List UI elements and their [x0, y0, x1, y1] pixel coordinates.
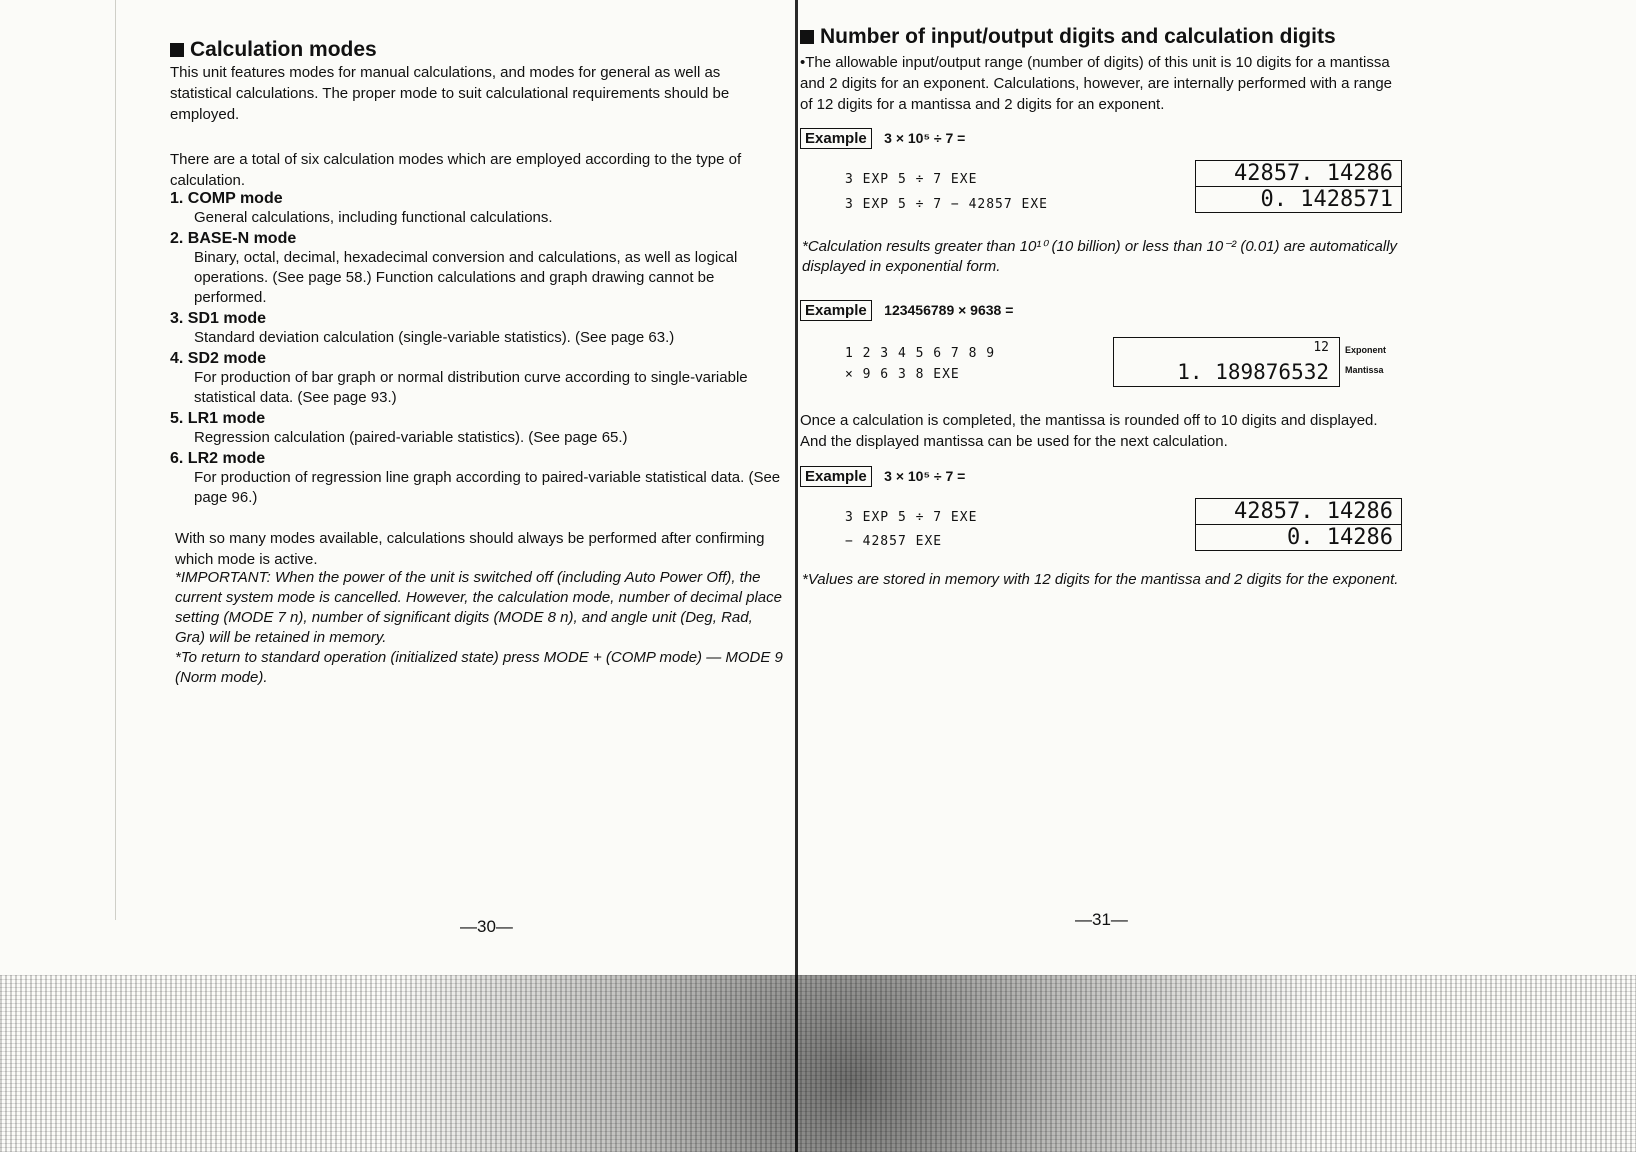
left-closing: With so many modes available, calculations should always be performed after confirming which mode is active. — [175, 530, 765, 568]
page-number: —30— — [460, 917, 513, 936]
example-1-header — [800, 128, 966, 149]
mode-item: 1. COMP mode General calculations, including functional calculations. — [170, 190, 553, 226]
exponent-label: Exponent — [1345, 345, 1387, 355]
mode-item: 3. SD1 mode Standard deviation calculation (single-variable statistics). (See page 63.) — [170, 310, 675, 346]
example-label: Example — [800, 128, 872, 149]
exponent-digits: 12 — [1313, 340, 1329, 355]
return-note: *To return to standard operation (initialized state) press MODE + (COMP mode) — MODE 9 (Norm mode). — [175, 649, 783, 686]
scan-noise — [0, 975, 1636, 1152]
exponent-note: *Calculation results greater than 10¹⁰ (10 billion) or less than 10⁻² (0.01) are automatically displayed in exponential form. — [802, 238, 1398, 275]
left-heading: Calculation modes — [170, 38, 377, 62]
key-sequence: 3 EXP 5 ÷ 7 EXE — [845, 172, 978, 187]
page-number: —31— — [1075, 910, 1128, 929]
mode-item: 5. LR1 mode Regression calculation (paired-variable statistics). (See page 65.) — [170, 410, 628, 446]
scan-border — [115, 0, 116, 920]
mantissa-digits: 1. 189876532 — [1177, 360, 1329, 384]
calculator-display-exponent — [1113, 337, 1340, 387]
example-2-header — [800, 300, 1014, 321]
mode-list — [170, 190, 782, 510]
square-bullet-icon — [800, 30, 814, 44]
mode-item: 6. LR2 mode For production of regression line graph according to paired-variable statistical data. (See page 96.) — [170, 450, 781, 506]
mode-item: 4. SD2 mode For production of bar graph or normal distribution curve according to single-variable statistical data. (See page 93.) — [170, 350, 748, 406]
right-intro: •The allowable input/output range (number of digits) of this unit is 10 digits for a mantissa and 2 digits for an exponent. Calculations, however, are internally performed with a range of 12 digits for a mantissa and 2 digits for an exponent. — [800, 54, 1393, 113]
key-sequence: × 9 6 3 8 EXE — [845, 367, 960, 382]
rounding-note: Once a calculation is completed, the mantissa is rounded off to 10 digits and displayed. And the displayed mantissa can be used for the next calculation. — [800, 412, 1378, 450]
left-intro: This unit features modes for manual calculations, and modes for general as well as statistical calculations. The proper mode to suit calculational requirements should be employed. — [170, 64, 730, 123]
key-sequence: 3 EXP 5 ÷ 7 EXE — [845, 510, 978, 525]
key-sequence: 1 2 3 4 5 6 7 8 9 — [845, 346, 996, 361]
left-intro2: There are a total of six calculation modes which are employed according to the type of calculation. — [170, 151, 742, 189]
memory-note: *Values are stored in memory with 12 digits for the mantissa and 2 digits for the exponent. — [802, 571, 1399, 588]
square-bullet-icon — [170, 43, 184, 57]
mantissa-label: Mantissa — [1345, 365, 1384, 375]
key-sequence: − 42857 EXE — [845, 534, 943, 549]
example-label: Example — [800, 300, 872, 321]
example-3-header — [800, 466, 966, 487]
example-expression: 3 × 10⁵ ÷ 7 = — [884, 468, 966, 484]
important-note: *IMPORTANT: When the power of the unit is switched off (including Auto Power Off), the current system mode is cancelled. However, the calculation mode, number of decimal place setting (MODE 7 n), number of significant digits (MODE 8 n), and angle unit (Deg, Rad, Gra) will be retained in memory. — [175, 569, 782, 646]
calculator-display: 42857. 14286 0. 1428571 — [1195, 160, 1402, 213]
calculator-display: 42857. 14286 0. 14286 — [1195, 498, 1402, 551]
example-expression: 3 × 10⁵ ÷ 7 = — [884, 130, 966, 146]
key-sequence: 3 EXP 5 ÷ 7 − 42857 EXE — [845, 197, 1049, 212]
example-label: Example — [800, 466, 872, 487]
mode-item: 2. BASE-N mode Binary, octal, decimal, hexadecimal conversion and calculations, as well as logical operations. (See page 58.) Function calculations and graph drawing cannot be performed. — [170, 230, 738, 306]
example-expression: 123456789 × 9638 = — [884, 302, 1014, 318]
right-heading: Number of input/output digits and calculation digits — [800, 25, 1420, 49]
